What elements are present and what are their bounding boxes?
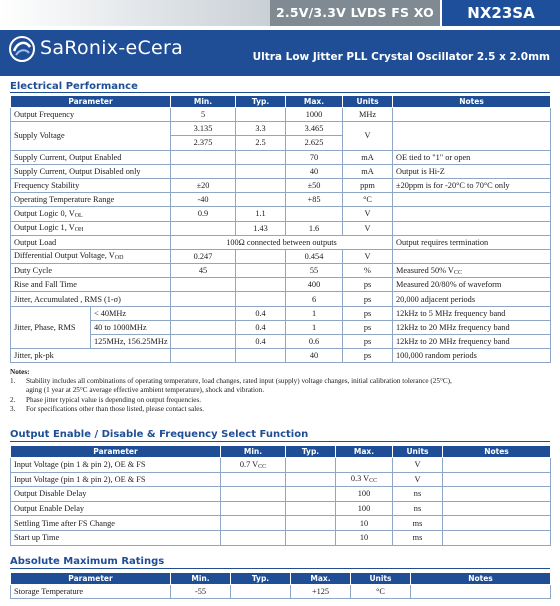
units-cell: V [343,221,393,235]
min-text: 0.7 V [239,459,259,469]
table-row [11,306,551,320]
typ-cell [286,472,336,487]
param-cell: Input Voltage (pin 1 & pin 2), OE & FS [11,472,221,487]
notes-cell [443,516,551,531]
param-cell: Output Frequency [11,108,171,122]
min-cell [171,150,236,164]
table-header-row [11,96,551,108]
units-cell: ps [343,349,393,363]
max-cell: 1 [286,306,343,320]
section-title-absolute-max: Absolute Maximum Ratings [10,556,165,567]
max-cell: 2.625 [286,136,343,150]
min-cell [171,306,236,320]
notes-cell: 12kHz to 5 MHz frequency band [393,306,551,320]
max-cell: 55 [286,264,343,278]
typ-cell [236,249,286,263]
param-cell: Storage Temperature [11,585,171,599]
param-cell [11,249,171,263]
notes-cell: 12kHz to 20 MHz frequency band [393,320,551,334]
note-number: 1. [10,377,16,386]
datasheet-title: 2.5V/3.3V LVDS FS XO [276,5,434,20]
max-cell: 40 [286,164,343,178]
min-subscript: CC [258,463,267,470]
max-cell [336,458,393,473]
typ-cell [231,585,291,599]
max-cell [286,207,343,221]
section-divider [10,441,550,442]
notes-cell [443,458,551,473]
max-cell: 0.6 [286,335,343,349]
typ-cell [286,458,336,473]
typ-cell: 2.5 [236,136,286,150]
param-cell: Output Load [11,235,171,249]
typ-cell: 0.4 [236,335,286,349]
note-text: Stability includes all combinations of operating temperature, load changes, rated input (supply) voltage changes, initial calibration tolerance (25°C), [26,377,452,386]
units-cell: V [343,122,393,150]
column-header: Parameter [11,446,221,458]
section-divider [10,568,550,569]
min-cell: 5 [171,108,236,122]
typ-cell: 1.43 [236,221,286,235]
table-row [11,150,551,164]
notes-text: Measured 50% V [396,265,454,275]
notes-cell: OE tied to "1" or open [393,150,551,164]
table-row [11,108,551,122]
table-header-row [11,573,551,585]
note-number: 3. [10,404,16,413]
column-header: Notes [393,96,551,108]
typ-cell [236,278,286,292]
table-row [11,193,551,207]
min-cell: 0.9 [171,207,236,221]
note-item [10,386,550,395]
param-text: Output Logic 0, V [14,208,75,218]
column-header: Min. [171,573,231,585]
product-title: Ultra Low Jitter PLL Crystal Oscillator 2.5 x 2.0mm [252,51,550,63]
typ-cell [236,108,286,122]
notes-block [10,368,550,414]
param-cell: Jitter, Accumulated , RMS (1-σ) [11,292,171,306]
note-text: Phase jitter typical value is depending on output frequencies. [26,395,202,404]
max-cell: 0.454 [286,249,343,263]
max-cell: 10 [336,516,393,531]
max-cell: 6 [286,292,343,306]
units-cell: °C [351,585,411,599]
notes-cell: 100,000 random periods [393,349,551,363]
section-title-output-enable: Output Enable / Disable & Frequency Select Function [10,429,309,440]
typ-cell [286,530,336,545]
min-cell [171,164,236,178]
notes-cell [393,122,551,150]
typ-cell [286,487,336,502]
units-cell: V [343,249,393,263]
table-row [11,207,551,221]
typ-cell [236,349,286,363]
max-cell: 1.6 [286,221,343,235]
param-cell: Operating Temperature Range [11,193,171,207]
column-header: Typ. [231,573,291,585]
min-cell [221,516,286,531]
table-row [11,164,551,178]
param-cell: Supply Current, Output Disabled only [11,164,171,178]
units-cell: MHz [343,108,393,122]
table-row [11,530,551,545]
param-cell: Jitter, pk-pk [11,349,171,363]
table-row [11,122,551,136]
notes-cell [443,472,551,487]
units-cell: ps [343,278,393,292]
notes-cell [393,108,551,122]
typ-cell: 0.4 [236,320,286,334]
max-cell: +125 [291,585,351,599]
column-header: Parameter [11,573,171,585]
units-cell: % [343,264,393,278]
notes-cell [443,501,551,516]
column-header: Min. [221,446,286,458]
units-cell: V [343,207,393,221]
units-cell: ms [393,530,443,545]
max-cell [336,472,393,487]
part-number: NX23SA [442,0,560,26]
units-cell: ps [343,335,393,349]
notes-cell [393,221,551,235]
notes-cell [393,264,551,278]
param-cell: Start up Time [11,530,221,545]
min-cell: 3.135 [171,122,236,136]
top-bar [0,0,560,26]
condition-cell: 40 to 1000MHz [91,320,171,334]
column-header: Units [343,96,393,108]
param-cell: Duty Cycle [11,264,171,278]
param-cell: Frequency Stability [11,178,171,192]
param-cell: Input Voltage (pin 1 & pin 2), OE & FS [11,458,221,473]
table-row [11,585,551,599]
notes-cell: Output requires termination [393,235,551,249]
units-cell: ppm [343,178,393,192]
param-cell: Output Enable Delay [11,501,221,516]
condition-cell: < 40MHz [91,306,171,320]
min-cell: -55 [171,585,231,599]
column-header: Max. [336,446,393,458]
min-cell [171,335,236,349]
param-cell [11,221,171,235]
param-cell: Settling Time after FS Change [11,516,221,531]
min-cell: 2.375 [171,136,236,150]
param-subscript: OD [114,255,124,262]
typ-cell: 3.3 [236,122,286,136]
units-cell: ns [393,487,443,502]
param-cell: Rise and Fall Time [11,278,171,292]
units-cell: °C [343,193,393,207]
absolute-max-table [10,572,551,599]
param-cell [11,207,171,221]
table-row [11,516,551,531]
electrical-performance-table [10,95,551,363]
top-bar-gradient [0,0,270,26]
notes-cell [443,530,551,545]
units-cell: ps [343,320,393,334]
param-cell: Jitter, Phase, RMS [11,306,91,349]
note-number [10,386,26,395]
max-cell: 100 [336,501,393,516]
span-cell: 100Ω connected between outputs [171,235,393,249]
units-cell: V [393,458,443,473]
notes-cell [393,207,551,221]
max-cell: 70 [286,150,343,164]
notes-cell [393,249,551,263]
max-cell: ±50 [286,178,343,192]
max-cell: 40 [286,349,343,363]
param-cell: Supply Current, Output Enabled [11,150,171,164]
output-enable-table [10,445,551,546]
typ-cell: 0.4 [236,306,286,320]
column-header: Notes [411,573,551,585]
typ-cell: 1.1 [236,207,286,221]
table-row [11,501,551,516]
note-text: aging (1 year at 25°C average effective ambient temperature), shock and vibration. [26,386,265,395]
max-cell: 400 [286,278,343,292]
notes-cell: Measured 20/80% of waveform [393,278,551,292]
min-cell [221,458,286,473]
column-header: Units [393,446,443,458]
min-cell [171,221,236,235]
typ-cell [236,150,286,164]
units-cell: ns [393,501,443,516]
table-header-row [11,446,551,458]
table-row [11,487,551,502]
section-divider [10,92,550,93]
table-row [11,178,551,192]
min-cell [221,487,286,502]
max-cell: 3.465 [286,122,343,136]
typ-cell [286,516,336,531]
table-row [11,249,551,263]
column-header: Max. [291,573,351,585]
param-cell: Output Disable Delay [11,487,221,502]
note-item [10,405,550,414]
column-header: Max. [286,96,343,108]
min-cell [221,472,286,487]
min-cell [171,278,236,292]
column-header: Notes [443,446,551,458]
max-subscript: CC [369,478,378,485]
min-cell [221,530,286,545]
param-subscript: OH [74,227,84,234]
table-row [11,292,551,306]
min-cell [221,501,286,516]
max-cell: 1000 [286,108,343,122]
table-row [11,221,551,235]
min-cell: 0.247 [171,249,236,263]
param-cell: Supply Voltage [11,122,171,150]
notes-subscript: CC [453,269,462,276]
section-title-electrical: Electrical Performance [10,81,138,92]
table-row [11,278,551,292]
note-text: For specifications other than those listed, please contact sales. [26,404,205,413]
param-subscript: OL [74,212,83,219]
table-row [11,349,551,363]
param-text: Output Logic 1, V [14,223,75,233]
min-cell [171,292,236,306]
min-cell [171,320,236,334]
column-header: Min. [171,96,236,108]
param-text: Differential Output Voltage, V [14,251,115,261]
min-cell: -40 [171,193,236,207]
typ-cell [236,292,286,306]
table-row [11,458,551,473]
column-header: Typ. [236,96,286,108]
table-row [11,235,551,249]
notes-cell [443,487,551,502]
units-cell: ps [343,306,393,320]
column-header: Parameter [11,96,171,108]
table-row [11,472,551,487]
table-row [11,335,551,349]
table-row [11,264,551,278]
min-cell [171,349,236,363]
notes-cell: ±20ppm is for -20°C to 70°C only [393,178,551,192]
notes-cell [393,193,551,207]
notes-title: Notes: [10,368,30,376]
max-text: 0.3 V [350,474,370,484]
column-header: Typ. [286,446,336,458]
typ-cell [236,264,286,278]
units-cell: V [393,472,443,487]
typ-cell [236,193,286,207]
max-cell: 10 [336,530,393,545]
units-cell: mA [343,164,393,178]
notes-cell: 20,000 adjacent periods [393,292,551,306]
units-cell: ps [343,292,393,306]
logo-swirl-icon [8,35,36,63]
notes-cell [411,585,551,599]
min-cell: 45 [171,264,236,278]
units-cell: ms [393,516,443,531]
typ-cell [286,501,336,516]
max-cell: 1 [286,320,343,334]
condition-cell: 125MHz, 156.25MHz [91,335,171,349]
column-header: Units [351,573,411,585]
min-cell: ±20 [171,178,236,192]
table-row [11,320,551,334]
max-cell: 100 [336,487,393,502]
company-logo-text: SaRonix-eCera [40,37,184,59]
max-cell: +85 [286,193,343,207]
note-number: 2. [10,395,16,404]
note-item [10,396,550,405]
units-cell: mA [343,150,393,164]
typ-cell [236,164,286,178]
typ-cell [236,178,286,192]
notes-cell: Output is Hi-Z [393,164,551,178]
notes-cell: 12kHz to 20 MHz frequency band [393,335,551,349]
note-item [10,377,550,386]
